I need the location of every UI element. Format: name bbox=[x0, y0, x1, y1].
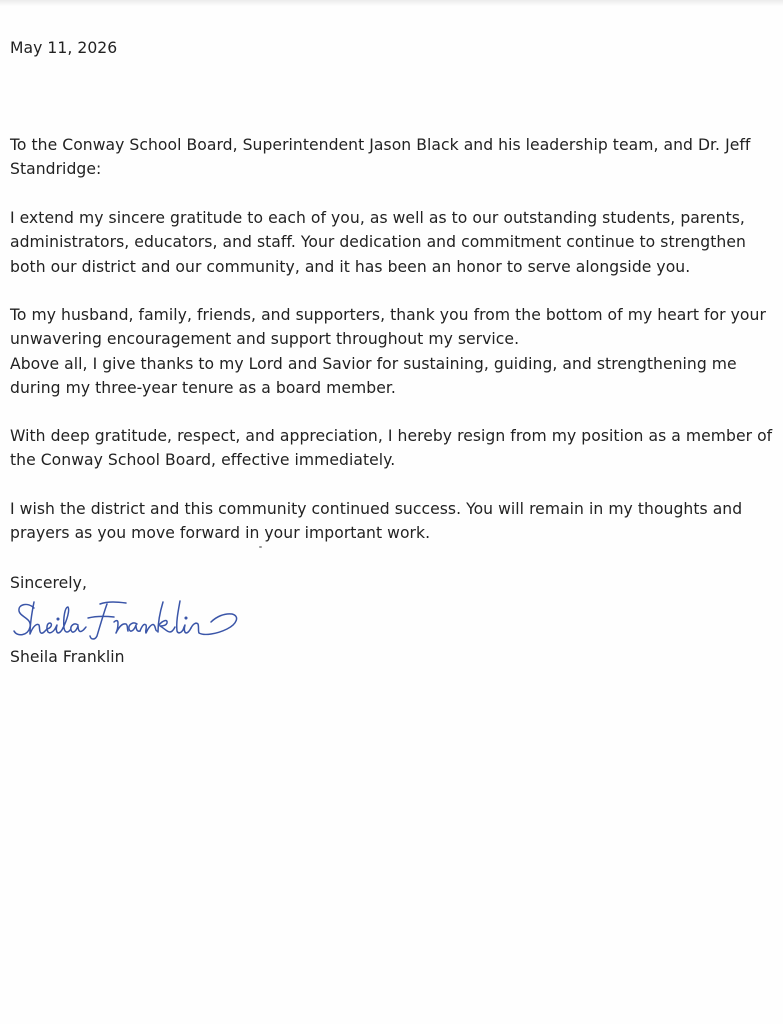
paragraph-wishes bbox=[10, 497, 770, 546]
paragraph-resignation bbox=[10, 424, 773, 473]
paragraph-line: prayers as you move forward in your important work. bbox=[10, 524, 431, 543]
paragraph-family-thanks bbox=[10, 303, 770, 400]
date-line: May 11, 2026 bbox=[10, 39, 118, 57]
page-edge-shadow bbox=[0, 0, 783, 6]
paragraph-line: To my husband, family, friends, and supporters, thank you from the bottom of my heart for your bbox=[10, 306, 766, 324]
paragraph-line: With deep gratitude, respect, and appreciation, I hereby resign from my position as a member of bbox=[10, 427, 773, 445]
signer-name bbox=[10, 645, 770, 669]
paragraph-line: both our district and our community, and it has been an honor to serve alongside you. bbox=[10, 257, 691, 276]
paragraph-line: Above all, I give thanks to my Lord and Savior for sustaining, guiding, and strengthening me bbox=[10, 354, 737, 373]
handwritten-signature bbox=[12, 598, 240, 646]
salutation bbox=[10, 133, 770, 182]
paragraph-gratitude bbox=[10, 206, 770, 279]
paragraph-line: I extend my sincere gratitude to each of you, as well as to our outstanding students, parents, bbox=[10, 209, 745, 227]
salutation-line: Standridge: bbox=[10, 160, 102, 179]
paragraph-line: administrators, educators, and staff. Your dedication and commitment continue to strengthen bbox=[10, 233, 746, 252]
paragraph-line: the Conway School Board, effective immediately. bbox=[10, 451, 396, 470]
letter-date bbox=[10, 36, 770, 60]
paragraph-line: unwavering encouragement and support throughout my service. bbox=[10, 330, 520, 349]
closing-line: Sincerely, bbox=[10, 574, 87, 592]
salutation-line: To the Conway School Board, Superintendent Jason Black and his leadership team, and Dr. Jeff bbox=[10, 136, 751, 154]
signer-name-line: Sheila Franklin bbox=[10, 648, 125, 666]
paragraph-line: during my three-year tenure as a board member. bbox=[10, 378, 396, 397]
closing bbox=[10, 571, 770, 595]
paragraph-line: I wish the district and this community continued success. You will remain in my thoughts and bbox=[10, 500, 743, 518]
paper-speck bbox=[259, 546, 262, 548]
